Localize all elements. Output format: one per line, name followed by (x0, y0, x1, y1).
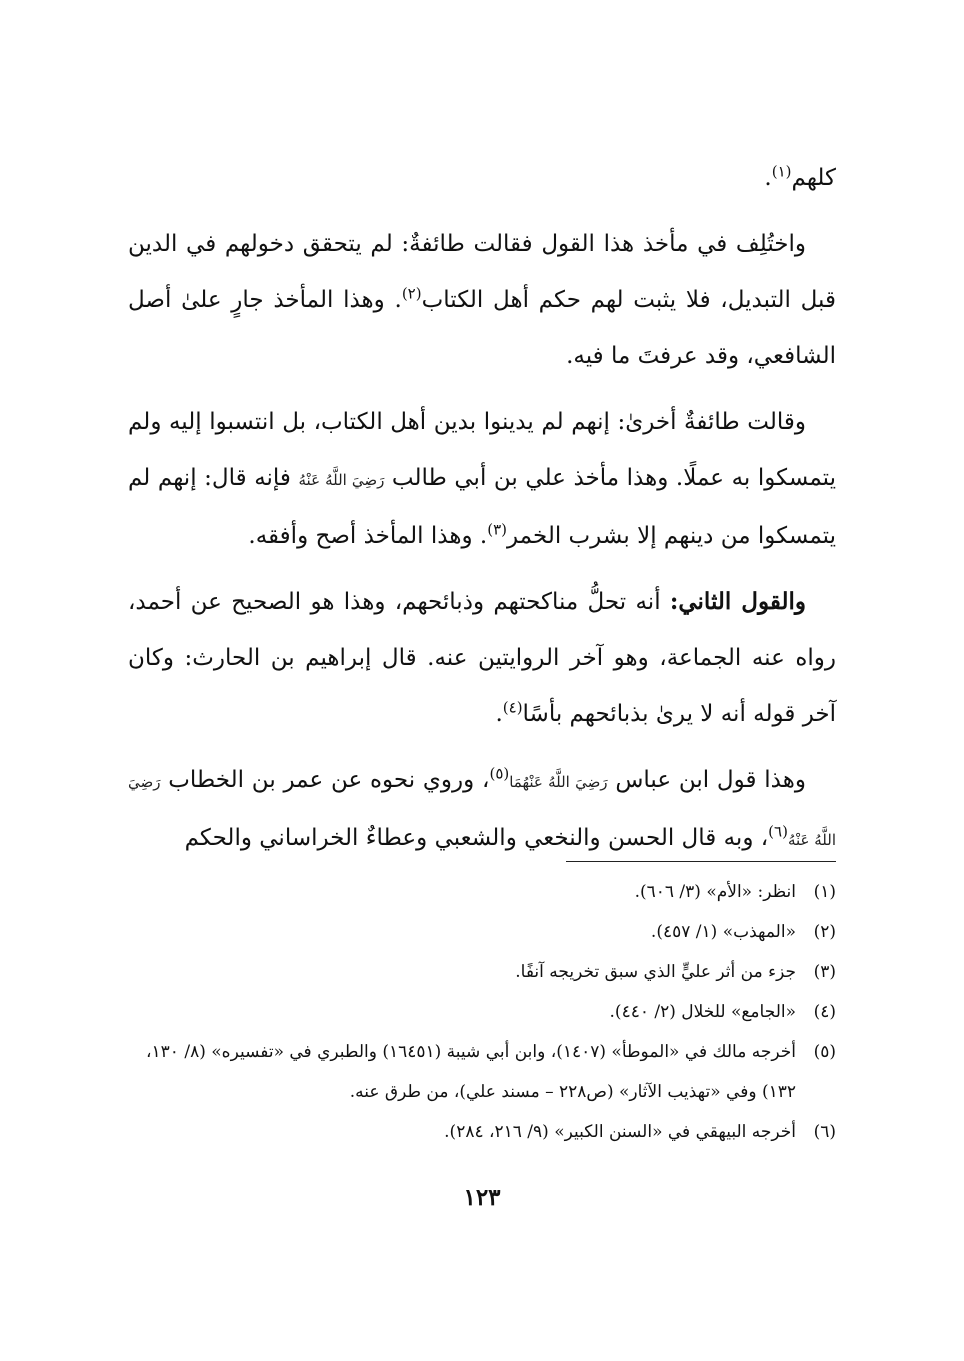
footnote-number: (٤) (813, 1002, 836, 1022)
footnote-ref-2: (٢) (401, 284, 422, 303)
honorific-ali: رَضِيَ اللَّهُ عَنْهُ (298, 471, 385, 489)
paragraph-3 (128, 394, 836, 564)
footnote-number: (١) (813, 882, 836, 902)
paragraph-2-part2: . وهذا المأخذ جارٍ علىٰ أصل الشافعي، وقد عرفتَ ما فيه. (128, 287, 836, 369)
footnote-ref-5: (٥) (489, 764, 510, 783)
paragraph-5-part1: وهذا قول ابن عباس (615, 767, 806, 793)
footnote-6 (128, 1112, 836, 1152)
paragraph-1-text: كلهم (791, 165, 836, 191)
paragraph-2-part1: واختُلِف في مأخذ هذا القول فقالت طائفةٌ: لم يتحقق دخولهم في الدين قبل التبديل، فلا يثبت لهم حكم أهل الكتاب (128, 231, 836, 313)
paragraph-2 (128, 216, 836, 384)
footnote-5 (128, 1032, 836, 1112)
footnote-text: جزء من أثر عليٍّ الذي سبق تخريجه آنفًا. (515, 962, 796, 982)
footnote-ref-4: (٤) (502, 698, 523, 717)
footnote-number: (٦) (813, 1122, 836, 1142)
footnote-4 (128, 992, 836, 1032)
paragraph-4 (128, 574, 836, 742)
main-text (128, 150, 836, 878)
paragraph-4-part1: أنه تحلُّ مناكحتهم وذبائحهم، وهذا هو الصحيح عن أحمد، رواه عنه الجماعة، وهو آخر الروايتين عنه. قال إبراهيم بن الحارث: وكان آخر قوله أنه لا يرىٰ بذبائحهم بأسًا (128, 589, 836, 727)
honorific-ibn-abbas: رَضِيَ اللَّهُ عَنْهُمَا (509, 773, 608, 791)
footnote-number: (٣) (813, 962, 836, 982)
paragraph-3-part1: وقالت طائفةٌ أخرىٰ: إنهم لم يدينوا بدين أهل الكتاب، بل انتسبوا إليه ولم يتمسكوا به عملًا. وهذا مأخذ علي بن أبي طالب (128, 409, 836, 491)
footnote-number: (٥) (813, 1042, 836, 1062)
second-opinion-heading: والقول الثاني: (669, 588, 806, 615)
footnote-divider (566, 861, 836, 862)
footnote-text: «الجامع» للخلال (٢/ ٤٤٠). (609, 1002, 796, 1022)
paragraph-5-part3: ، وبه قال الحسن والنخعي والشعبي وعطاءٌ الخراساني والحكم (184, 825, 769, 851)
footnote-3 (128, 952, 836, 992)
honorific-umar: رَضِيَ اللَّهُ عَنْهُ (128, 773, 836, 849)
footnote-text: أخرجه مالك في «الموطأ» (١٤٠٧)، وابن أبي شيبة (١٦٤٥١) والطبري في «تفسيره» (٨/ ١٣٠، ١٣٢) وفي «تهذيب الآثار» (ص٢٢٨ – مسند علي)، من طرق عنه. (146, 1042, 796, 1102)
paragraph-5-part2: ، وروي نحوه عن عمر بن الخطاب (168, 767, 490, 793)
paragraph-3-part3: . وهذا المأخذ أصح وأفقه. (248, 523, 488, 549)
page-number: ١٢٣ (463, 1184, 501, 1211)
footnote-2 (128, 912, 836, 952)
paragraph-5 (128, 752, 836, 868)
paragraph-3-part2: فإنه قال: إنهم لم يتمسكوا من دينهم إلا بشرب الخمر (128, 465, 836, 549)
paragraph-1-tail: . (764, 165, 772, 191)
footnote-text: «المهذب» (١/ ٤٥٧). (650, 922, 796, 942)
footnote-number: (٢) (813, 922, 836, 942)
footnote-1 (128, 872, 836, 912)
footnote-text: أخرجه البيهقي في «السنن الكبير» (٩/ ٢١٦، ٢٨٤). (444, 1122, 796, 1142)
footnote-ref-3: (٣) (487, 520, 507, 539)
footnotes (128, 872, 836, 1152)
paragraph-1 (128, 150, 836, 206)
footnote-ref-6: (٦) (768, 822, 788, 841)
footnote-text: انظر: «الأم» (٣/ ٦٠٦). (634, 882, 796, 902)
footnote-ref-1: (١) (771, 162, 792, 181)
paragraph-4-tail: . (495, 701, 503, 727)
